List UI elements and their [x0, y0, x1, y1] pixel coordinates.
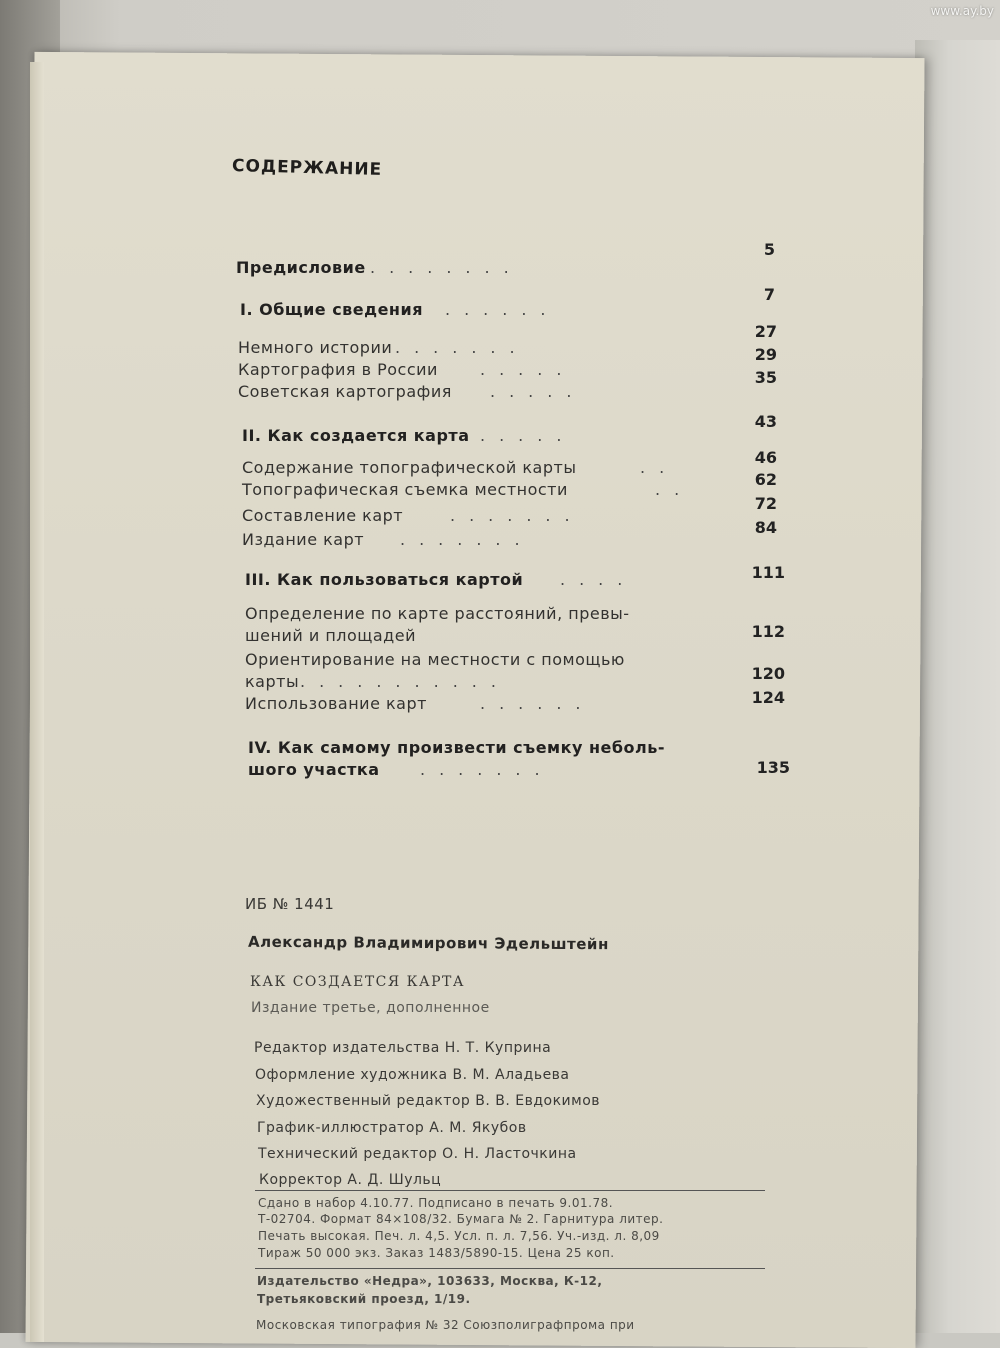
toc-leader-dots: ...... [480, 694, 595, 713]
toc-leader-dots: ..... [490, 382, 586, 401]
watermark: www.ay.by [930, 4, 994, 18]
toc-entry: карты [245, 672, 300, 691]
toc-page-number: 84 [754, 518, 777, 537]
toc-page-number: 124 [751, 688, 785, 707]
toc-entry: Предисловие [236, 258, 366, 277]
edition: Издание третье, дополненное [251, 1000, 490, 1016]
toc-entry: Издание карт [242, 530, 365, 549]
credit-line: График-иллюстратор А. М. Якубов [257, 1120, 527, 1136]
author-name: Александр Владимирович Эдельштейн [247, 932, 609, 954]
toc-entry: III. Как пользоваться картой [245, 570, 524, 589]
toc-page-number: 120 [751, 664, 785, 683]
toc-page-number: 46 [754, 448, 777, 467]
print-detail-line: Т-02704. Формат 84×108/32. Бумага № 2. Гарнитура литер. [258, 1212, 664, 1226]
toc-page-number: 43 [754, 412, 777, 431]
toc-page-number: 62 [754, 470, 777, 489]
toc-page-number: 35 [754, 368, 777, 387]
toc-entry: Содержание топографической карты [242, 458, 577, 477]
publisher-line: Издательство «Недра», 103633, Москва, К-12, [257, 1274, 603, 1288]
toc-entry: Определение по карте расстояний, превы- [245, 604, 630, 623]
toc-page-number: 72 [754, 494, 777, 513]
toc-leader-dots: ....... [420, 760, 554, 779]
print-detail-line: Сдано в набор 4.10.77. Подписано в печать 9.01.78. [258, 1196, 614, 1210]
toc-entry: II. Как создается карта [242, 426, 470, 445]
toc-entry: I. Общие сведения [240, 300, 423, 319]
divider [255, 1190, 765, 1191]
book-title: КАК СОЗДАЕТСЯ КАРТА [250, 974, 465, 990]
print-detail-line: Тираж 50 000 экз. Заказ 1483/5890-15. Цена 25 коп. [258, 1246, 615, 1260]
toc-leader-dots: ........ [370, 258, 523, 277]
toc-entry: шений и площадей [245, 626, 416, 645]
toc-page-number: 112 [751, 622, 785, 641]
publisher-line: Третьяковский проезд, 1/19. [257, 1292, 471, 1306]
toc-entry: шого участка [248, 760, 380, 779]
toc-heading: СОДЕРЖАНИЕ [231, 156, 383, 180]
toc-entry: Немного истории [238, 338, 393, 357]
toc-leader-dots: ..... [480, 360, 576, 379]
toc-entry: Советская картография [238, 382, 452, 401]
toc-entry: Ориентирование на местности с помощью [245, 650, 625, 669]
toc-entry: Картография в России [238, 360, 438, 379]
toc-entry: Топографическая съемка местности [242, 480, 568, 499]
toc-leader-dots: .... [560, 570, 637, 589]
toc-page-number: 27 [754, 322, 777, 341]
toc-page-number: 5 [763, 240, 775, 259]
toc-entry: Составление карт [242, 506, 404, 525]
toc-leader-dots: ..... [480, 426, 576, 445]
toc-leader-dots: .. [640, 458, 679, 477]
toc-leader-dots: ....... [395, 338, 529, 357]
credit-line: Технический редактор О. Н. Ласточкина [258, 1146, 577, 1162]
toc-page-number: 29 [754, 345, 777, 364]
toc-page-number: 135 [756, 758, 790, 777]
toc-page-number: 111 [751, 563, 785, 582]
credit-line: Художественный редактор В. В. Евдокимов [256, 1093, 601, 1109]
toc-leader-dots: ....... [400, 530, 534, 549]
credit-line: Корректор А. Д. Шульц [259, 1172, 442, 1188]
credit-line: Редактор издательства Н. Т. Куприна [254, 1040, 552, 1056]
print-detail-line: Печать высокая. Печ. л. 4,5. Усл. п. л. 7,56. Уч.-изд. л. 8,09 [258, 1229, 660, 1243]
toc-entry: Использование карт [245, 694, 427, 713]
toc-page-number: 7 [763, 285, 775, 304]
printer-info: Московская типография № 32 Союзполиграфпрома при [256, 1318, 635, 1332]
toc-leader-dots: ........... [300, 672, 510, 691]
toc-leader-dots: ...... [445, 300, 560, 319]
toc-entry: IV. Как самому произвести съемку неболь- [248, 738, 666, 757]
divider [255, 1268, 765, 1269]
toc-leader-dots: ....... [450, 506, 584, 525]
credit-line: Оформление художника В. М. Аладьева [255, 1067, 570, 1083]
ib-number: ИБ № 1441 [245, 895, 335, 913]
toc-leader-dots: .. [655, 480, 694, 499]
